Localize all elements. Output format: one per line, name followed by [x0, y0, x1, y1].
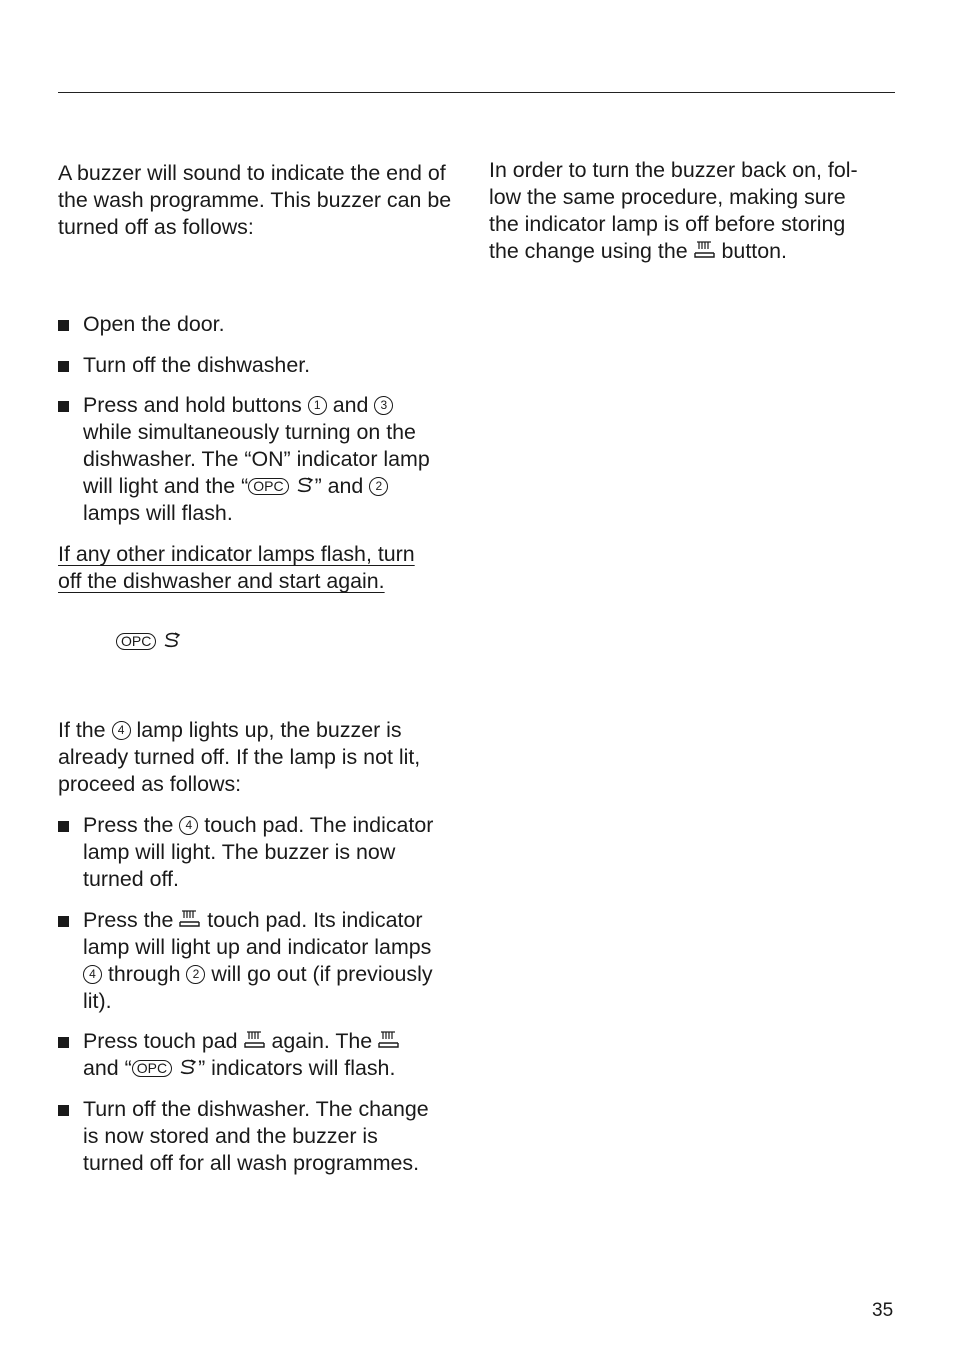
text: again. The — [271, 1029, 373, 1053]
text: touch pad. The indicator — [204, 813, 434, 837]
bullet-square-icon — [58, 401, 69, 412]
numbered-circle-icon: 4 — [112, 721, 131, 740]
text: lit). — [83, 989, 112, 1013]
header-rule — [58, 92, 895, 93]
memory-button-icon — [694, 239, 716, 261]
text: Press the — [83, 908, 174, 932]
bullet-square-icon — [58, 916, 69, 927]
list-item — [58, 907, 468, 1015]
list-item — [58, 352, 468, 379]
text: If the — [58, 718, 106, 742]
step-open-door: Open the door. — [83, 312, 225, 336]
step-press-again — [83, 1028, 468, 1082]
intro-paragraph — [58, 160, 468, 241]
step-press-4 — [83, 812, 468, 893]
list-item — [58, 1096, 468, 1177]
text: lamp will light up and indicator lamps — [83, 935, 432, 959]
text: proceed as follows: — [58, 772, 242, 796]
opc-icon: OPC — [132, 1060, 172, 1077]
text: the indicator lamp is off before storing — [489, 212, 846, 236]
text: already turned off. If the lamp is not lit, — [58, 745, 421, 769]
text: button. — [721, 239, 787, 263]
section2-paragraph — [58, 717, 468, 798]
warning-line-1: If any other indicator lamps flash, turn — [58, 542, 415, 566]
swirl-icon — [178, 1058, 198, 1076]
text: lamp lights up, the buzzer is — [136, 718, 402, 742]
text: through — [107, 962, 181, 986]
numbered-circle-icon: 2 — [369, 477, 388, 496]
text: Press touch pad — [83, 1029, 238, 1053]
text: turned off. — [83, 867, 179, 891]
numbered-circle-icon: 1 — [308, 396, 327, 415]
step-store-change — [83, 1096, 468, 1177]
text: is now stored and the buzzer is — [83, 1124, 378, 1148]
right-column — [489, 157, 899, 265]
text: the change using the — [489, 239, 688, 263]
text: lamps will flash. — [83, 501, 233, 525]
text: Press and hold buttons — [83, 393, 302, 417]
text: dishwasher. The “ON” indicator lamp — [83, 447, 430, 471]
intro-text: A buzzer will sound to indicate the end of the wash programme. This buzzer can be turned off as follows: — [58, 161, 452, 239]
list-item — [58, 812, 468, 893]
numbered-circle-icon: 3 — [374, 396, 393, 415]
text: while simultaneously turning on the — [83, 420, 416, 444]
text: ” and — [314, 474, 364, 498]
step-turn-off: Turn off the dishwasher. — [83, 353, 311, 377]
text: low the same procedure, making sure — [489, 185, 846, 209]
bullet-square-icon — [58, 1037, 69, 1048]
step-press-memory — [83, 907, 468, 1015]
page-number: 35 — [872, 1300, 894, 1321]
text: touch pad. Its indicator — [207, 908, 423, 932]
text: and “ — [83, 1056, 132, 1080]
text: will go out (if previously — [211, 962, 433, 986]
memory-button-icon — [179, 908, 201, 930]
swirl-icon — [162, 631, 182, 649]
text: will light and the “ — [83, 474, 249, 498]
step-press-hold — [83, 392, 468, 527]
list-item — [58, 1028, 468, 1082]
opc-icon: OPC — [248, 478, 288, 495]
text: lamp will light. The buzzer is now — [83, 840, 396, 864]
numbered-circle-icon: 2 — [186, 965, 205, 984]
text: Press the — [83, 813, 174, 837]
text: and — [332, 393, 369, 417]
warning-line-2: off the dishwasher and start again. — [58, 569, 385, 593]
bullet-square-icon — [58, 1105, 69, 1116]
text: ” indicators will flash. — [198, 1056, 396, 1080]
list-item — [58, 392, 468, 527]
memory-button-icon — [378, 1029, 400, 1051]
warning-note — [58, 541, 468, 595]
bullet-square-icon — [58, 361, 69, 372]
opc-symbol-heading — [116, 628, 526, 655]
swirl-icon — [295, 476, 315, 494]
memory-button-icon — [244, 1029, 266, 1051]
numbered-circle-icon: 4 — [179, 816, 198, 835]
numbered-circle-icon: 4 — [83, 965, 102, 984]
bullet-square-icon — [58, 320, 69, 331]
list-item — [58, 311, 468, 338]
text: In order to turn the buzzer back on, fol- — [489, 158, 858, 182]
opc-icon: OPC — [116, 633, 156, 650]
bullet-square-icon — [58, 821, 69, 832]
text: turned off for all wash programmes. — [83, 1151, 420, 1175]
text: Turn off the dishwasher. The change — [83, 1097, 429, 1121]
